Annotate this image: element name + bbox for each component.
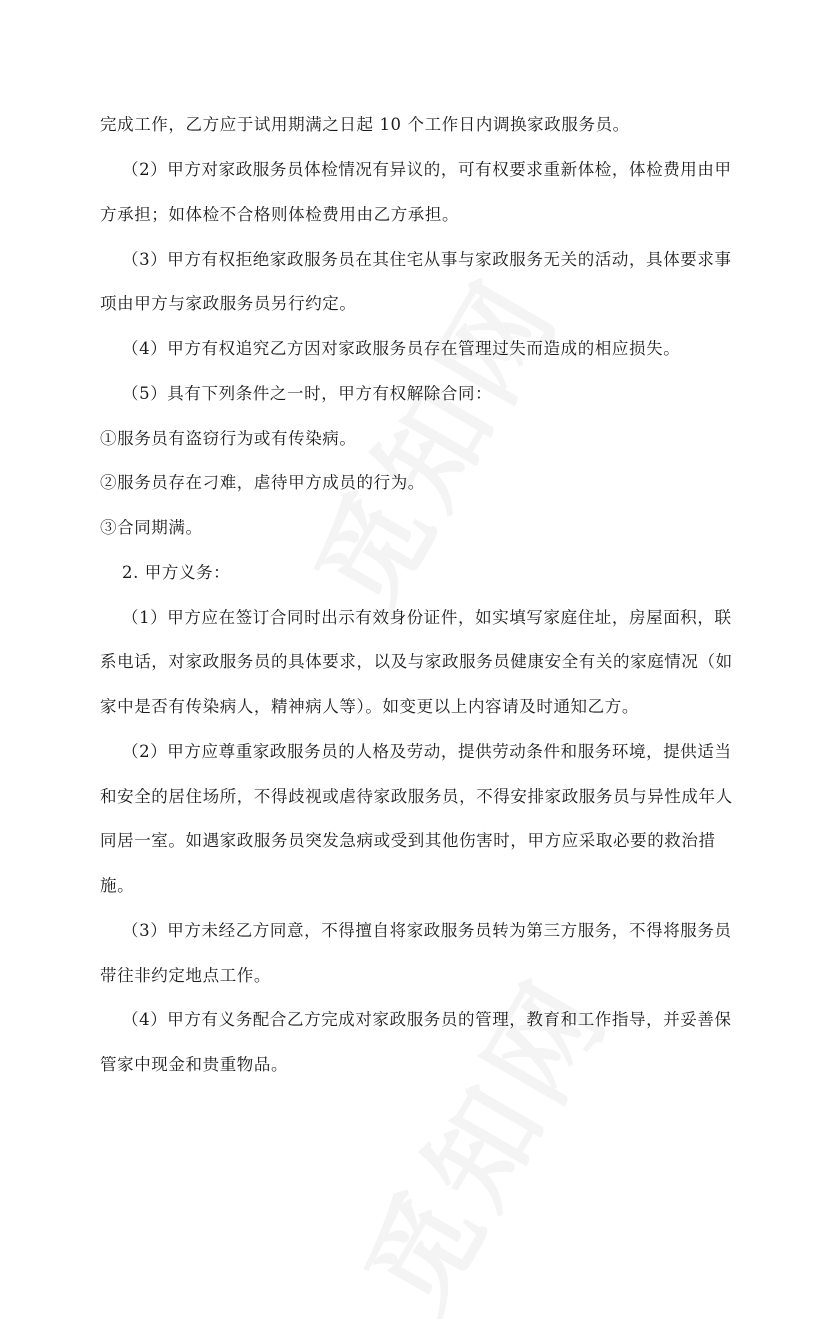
paragraph-line: （5）具有下列条件之一时，甲方有权解除合同： — [122, 384, 493, 403]
list-item: ③合同期满。 — [100, 518, 203, 537]
paragraph-line: 施。 — [100, 876, 135, 895]
paragraph-line: （2）甲方对家政服务员体检情况有异议的，可有权要求重新体检，体检费用由甲 — [122, 160, 732, 179]
paragraph-line: 家中是否有传染病人，精神病人等）。如变更以上内容请及时通知乙方。 — [100, 697, 639, 716]
paragraph-line: （3）甲方有权拒绝家政服务员在其住宅从事与家政服务无关的活动，具体要求事 — [122, 250, 732, 269]
paragraph-line: （4）甲方有权追究乙方因对家政服务员存在管理过失而造成的相应损失。 — [122, 339, 681, 358]
list-item: ①服务员有盗窃行为或有传染病。 — [100, 429, 357, 448]
paragraph-line: 方承担；如体检不合格则体检费用由乙方承担。 — [100, 205, 460, 224]
paragraph-line: 同居一室。如遇家政服务员突发急病或受到其他伤害时，甲方应采取必要的救治措 — [100, 831, 716, 850]
section-heading: 2. 甲方义务： — [122, 563, 231, 582]
paragraph-line: 带往非约定地点工作。 — [100, 966, 271, 985]
paragraph-line: （4）甲方有义务配合乙方完成对家政服务员的管理，教育和工作指导，并妥善保 — [122, 1010, 732, 1029]
paragraph-line: （2）甲方应尊重家政服务员的人格及劳动，提供劳动条件和服务环境，提供适当 — [122, 742, 732, 761]
paragraph-line: 管家中现金和贵重物品。 — [100, 1055, 289, 1074]
watermark — [322, 944, 639, 1334]
paragraph-line: 系电话，对家政服务员的具体要求，以及与家政服务员健康安全有关的家庭情况（如 — [100, 652, 733, 671]
list-item: ②服务员存在刁难，虐待甲方成员的行为。 — [100, 473, 425, 492]
paragraph-line: 完成工作，乙方应于试用期满之日起 10 个工作日内调换家政服务员。 — [100, 115, 630, 134]
paragraph-line: 项由甲方与家政服务员另行约定。 — [100, 294, 357, 313]
paragraph-line: （1）甲方应在签订合同时出示有效身份证件，如实填写家庭住址，房屋面积，联 — [122, 608, 732, 627]
paragraph-line: （3）甲方未经乙方同意，不得擅自将家政服务员转为第三方服务，不得将服务员 — [122, 921, 732, 940]
paragraph-line: 和安全的居住场所，不得歧视或虐待家政服务员，不得安排家政服务员与异性成年人 — [100, 787, 733, 806]
